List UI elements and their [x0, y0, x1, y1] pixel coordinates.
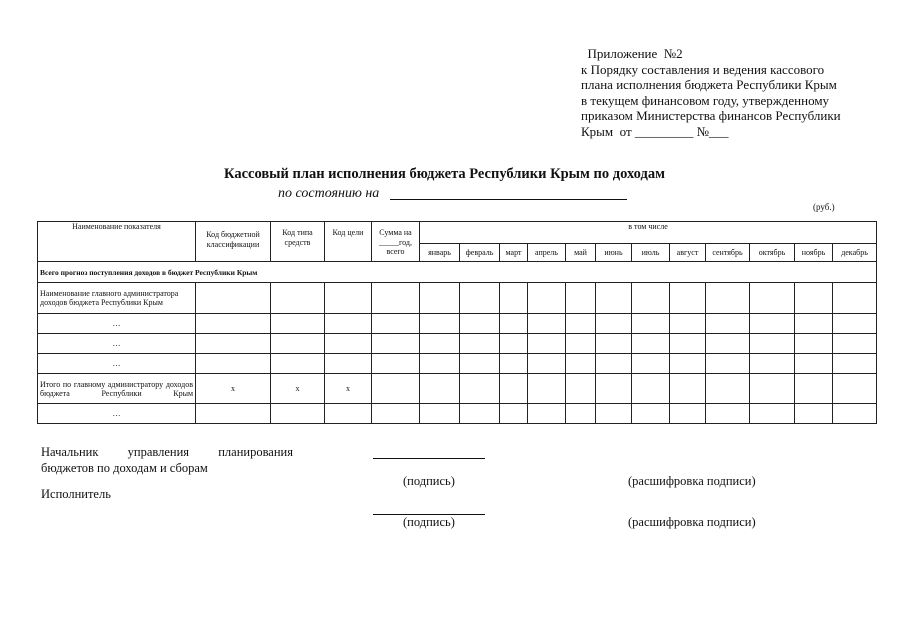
- header-sum-line: _____год,: [379, 237, 412, 247]
- month-header: сентябрь: [706, 244, 750, 262]
- admin-row-label: Наименование главного администратора доходов бюджета Республики Крым: [38, 283, 196, 314]
- header-sum: [372, 222, 420, 262]
- header-fund-type: Код типа средств: [271, 222, 325, 262]
- ellipsis-cell: …: [38, 314, 196, 334]
- admin-row: [38, 283, 877, 314]
- x-mark: x: [196, 374, 271, 404]
- appendix-line: Приложение №2: [581, 46, 683, 61]
- itog-row: [38, 374, 877, 404]
- appendix-line: плана исполнения бюджета Республики Крым: [581, 77, 837, 93]
- table-row: [38, 404, 877, 424]
- decoding-label: (расшифровка подписи): [628, 474, 756, 488]
- header-goal: Код цели: [325, 222, 372, 262]
- ellipsis-cell: …: [38, 334, 196, 354]
- appendix-line: в текущем финансовом году, утвержденному: [581, 92, 830, 108]
- month-header: октябрь: [750, 244, 795, 262]
- chief-title-line1: [41, 445, 293, 460]
- month-header: май: [566, 244, 596, 262]
- month-header: февраль: [460, 244, 500, 262]
- header-sum-line: Сумма на: [379, 228, 412, 237]
- header-budget-class: Код бюджетной классификации: [196, 222, 271, 262]
- table-row: [38, 334, 877, 354]
- month-header: январь: [420, 244, 460, 262]
- total-row: [38, 262, 877, 283]
- header-row: [38, 222, 877, 244]
- appendix-line: к Порядку составления и ведения кассового: [581, 61, 825, 77]
- month-header: август: [670, 244, 706, 262]
- document-title: Кассовый план исполнения бюджета Республики Крым по доходам: [224, 166, 665, 182]
- month-header: декабрь: [833, 244, 877, 262]
- chief-word: Начальник: [41, 445, 99, 459]
- ellipsis-cell: …: [38, 404, 196, 424]
- executor-label: Исполнитель: [41, 487, 111, 501]
- signature-label: (подпись): [403, 474, 455, 488]
- decoding-label: (расшифровка подписи): [628, 515, 756, 529]
- unit-label: (руб.): [813, 202, 835, 212]
- signature-label: (подпись): [403, 515, 455, 529]
- appendix-header: [581, 46, 881, 140]
- as-of-date-line: [390, 199, 627, 200]
- header-including: в том числе: [420, 222, 877, 244]
- chief-signature-line: [373, 458, 485, 459]
- appendix-line: приказом Министерства финансов Республики: [581, 108, 841, 124]
- x-mark: x: [271, 374, 325, 404]
- header-sum-line: всего: [386, 247, 405, 256]
- chief-title-line2: бюджетов по доходам и сборам: [41, 461, 208, 475]
- itog-row-label: Итого по главному администратору доходов бюджета Республики Крым: [38, 374, 196, 404]
- month-header: апрель: [528, 244, 566, 262]
- appendix-line: Крым от _________ №___: [581, 123, 729, 139]
- total-row-label: Всего прогноз поступления доходов в бюджет Республики Крым: [38, 262, 877, 283]
- cash-plan-table: [37, 221, 877, 424]
- x-mark: x: [325, 374, 372, 404]
- month-header: март: [500, 244, 528, 262]
- header-name: Наименование показателя: [38, 222, 196, 262]
- ellipsis-cell: …: [38, 354, 196, 374]
- chief-word: управления: [127, 445, 190, 459]
- chief-word: планирования: [218, 445, 293, 459]
- month-header: июнь: [596, 244, 632, 262]
- table-row: [38, 354, 877, 374]
- as-of-label: по состоянию на: [278, 186, 380, 201]
- table-row: [38, 314, 877, 334]
- month-header: июль: [632, 244, 670, 262]
- month-header: ноябрь: [795, 244, 833, 262]
